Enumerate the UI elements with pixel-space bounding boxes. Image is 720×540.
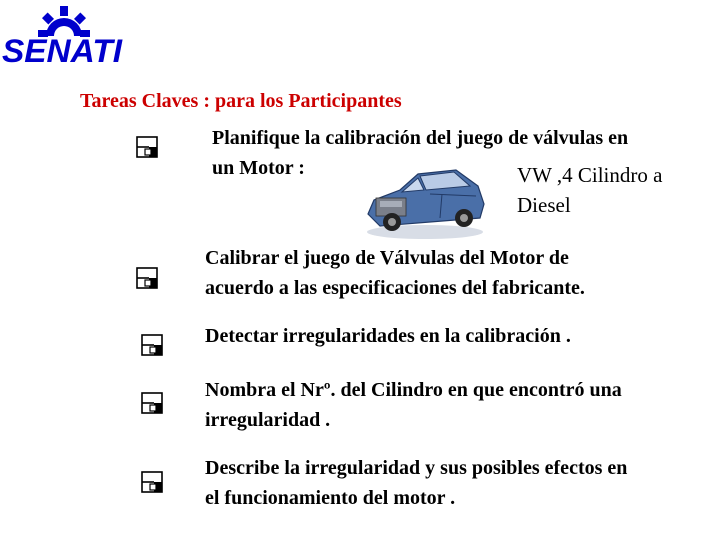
floppy-disk-icon <box>140 333 164 357</box>
car-cutaway-image <box>360 160 490 242</box>
page-heading: Tareas Claves : para los Participantes <box>80 90 402 112</box>
floppy-disk-icon <box>140 391 164 415</box>
task-item: Planifique la calibración del juego de válvulas en un Motor : <box>212 127 629 179</box>
task-item: Nombra el Nrº. del Cilindro en que encontró una irregularidad . <box>205 379 622 431</box>
floppy-disk-icon <box>140 470 164 494</box>
task-item: Detectar irregularidades en la calibración . <box>205 325 571 347</box>
svg-text:SENATI: SENATI <box>2 33 124 69</box>
task-item: Describe la irregularidad y sus posibles efectos en el funcionamiento del motor . <box>205 457 628 509</box>
floppy-disk-icon <box>135 135 159 159</box>
senati-logo <box>0 0 126 70</box>
engine-note: VW ,4 Cilindro a Diesel <box>517 163 663 217</box>
task-item: Calibrar el juego de Válvulas del Motor de acuerdo a las especificaciones del fabricante. <box>205 247 585 299</box>
floppy-disk-icon <box>135 266 159 290</box>
